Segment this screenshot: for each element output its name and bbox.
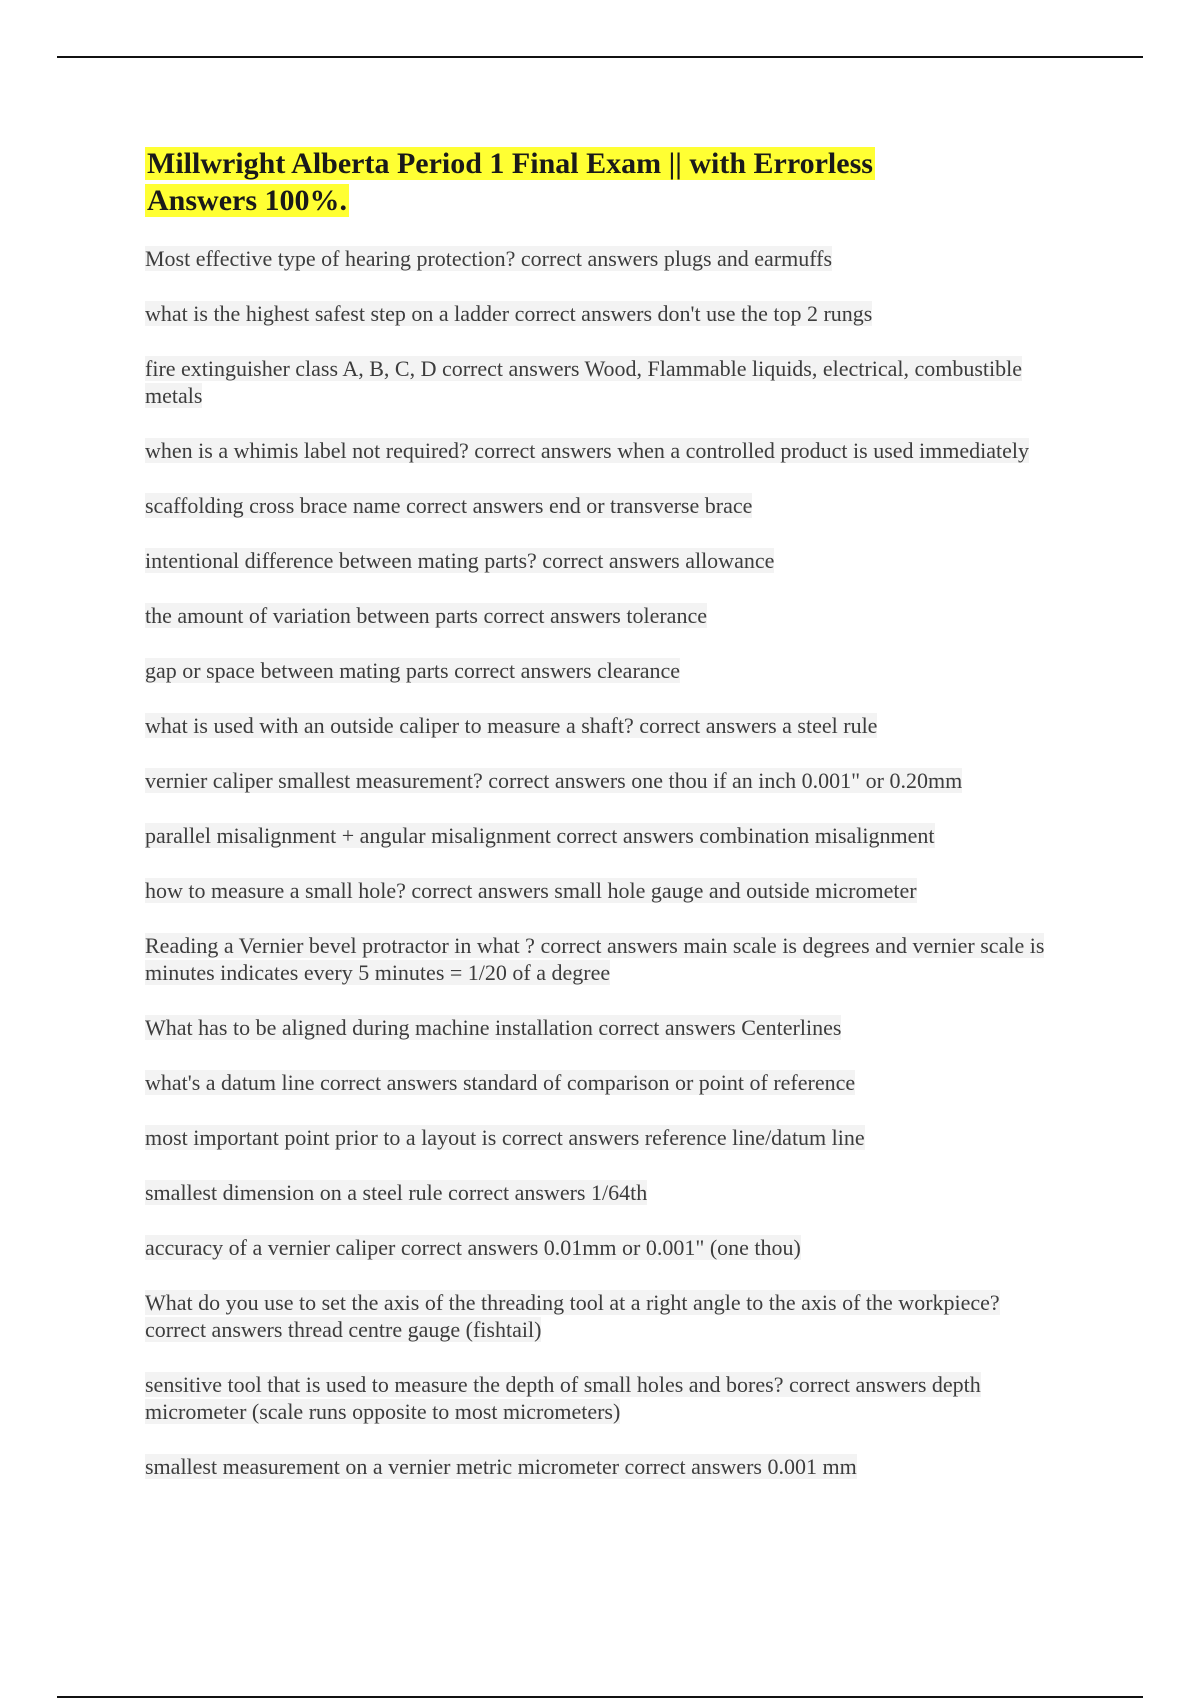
qa-item: What has to be aligned during machine installation correct answers Centerlines <box>145 1015 842 1040</box>
qa-item: Reading a Vernier bevel protractor in what ? correct answers main scale is degrees and vernier scale is minutes indicates every 5 minutes = 1/20 of a degree <box>145 933 1045 985</box>
qa-item: intentional difference between mating parts? correct answers allowance <box>145 548 775 573</box>
qa-item: smallest measurement on a vernier metric micrometer correct answers 0.001 mm <box>145 1454 857 1479</box>
qa-item: how to measure a small hole? correct answers small hole gauge and outside micrometer <box>145 878 917 903</box>
qa-item: what is the highest safest step on a ladder correct answers don't use the top 2 rungs <box>145 301 873 326</box>
qa-item: gap or space between mating parts correct answers clearance <box>145 658 681 683</box>
qa-item: fire extinguisher class A, B, C, D correct answers Wood, Flammable liquids, electrical, combustible metals <box>145 356 1023 408</box>
qa-item: what is used with an outside caliper to measure a shaft? correct answers a steel rule <box>145 713 878 738</box>
page-bottom-rule <box>57 1696 1143 1698</box>
qa-item: vernier caliper smallest measurement? correct answers one thou if an inch 0.001" or 0.20mm <box>145 768 963 793</box>
qa-item: What do you use to set the axis of the threading tool at a right angle to the axis of the workpiece? correct answers thread centre gauge (fishtail) <box>145 1290 1000 1342</box>
qa-item: the amount of variation between parts correct answers tolerance <box>145 603 707 628</box>
qa-item: scaffolding cross brace name correct answers end or transverse brace <box>145 493 753 518</box>
qa-item: most important point prior to a layout is correct answers reference line/datum line <box>145 1125 865 1150</box>
qa-item: accuracy of a vernier caliper correct answers 0.01mm or 0.001" (one thou) <box>145 1235 801 1260</box>
page-top-rule <box>57 56 1143 58</box>
qa-item: what's a datum line correct answers standard of comparison or point of reference <box>145 1070 856 1095</box>
title-highlight-line-2: Answers 100%. <box>147 184 347 217</box>
qa-item: parallel misalignment + angular misalignment correct answers combination misalignment <box>145 823 935 848</box>
qa-item: when is a whimis label not required? correct answers when a controlled product is used immediately <box>145 438 1030 463</box>
document-title <box>145 145 1065 219</box>
document-body <box>145 145 1065 1508</box>
qa-item: Most effective type of hearing protection? correct answers plugs and earmuffs <box>145 246 833 271</box>
title-highlight-line-1: Millwright Alberta Period 1 Final Exam || with Errorless <box>147 147 873 180</box>
question-answer-list <box>145 245 1065 1480</box>
qa-item: smallest dimension on a steel rule correct answers 1/64th <box>145 1180 648 1205</box>
qa-item: sensitive tool that is used to measure the depth of small holes and bores? correct answers depth micrometer (scale runs opposite to most micrometers) <box>145 1372 981 1424</box>
